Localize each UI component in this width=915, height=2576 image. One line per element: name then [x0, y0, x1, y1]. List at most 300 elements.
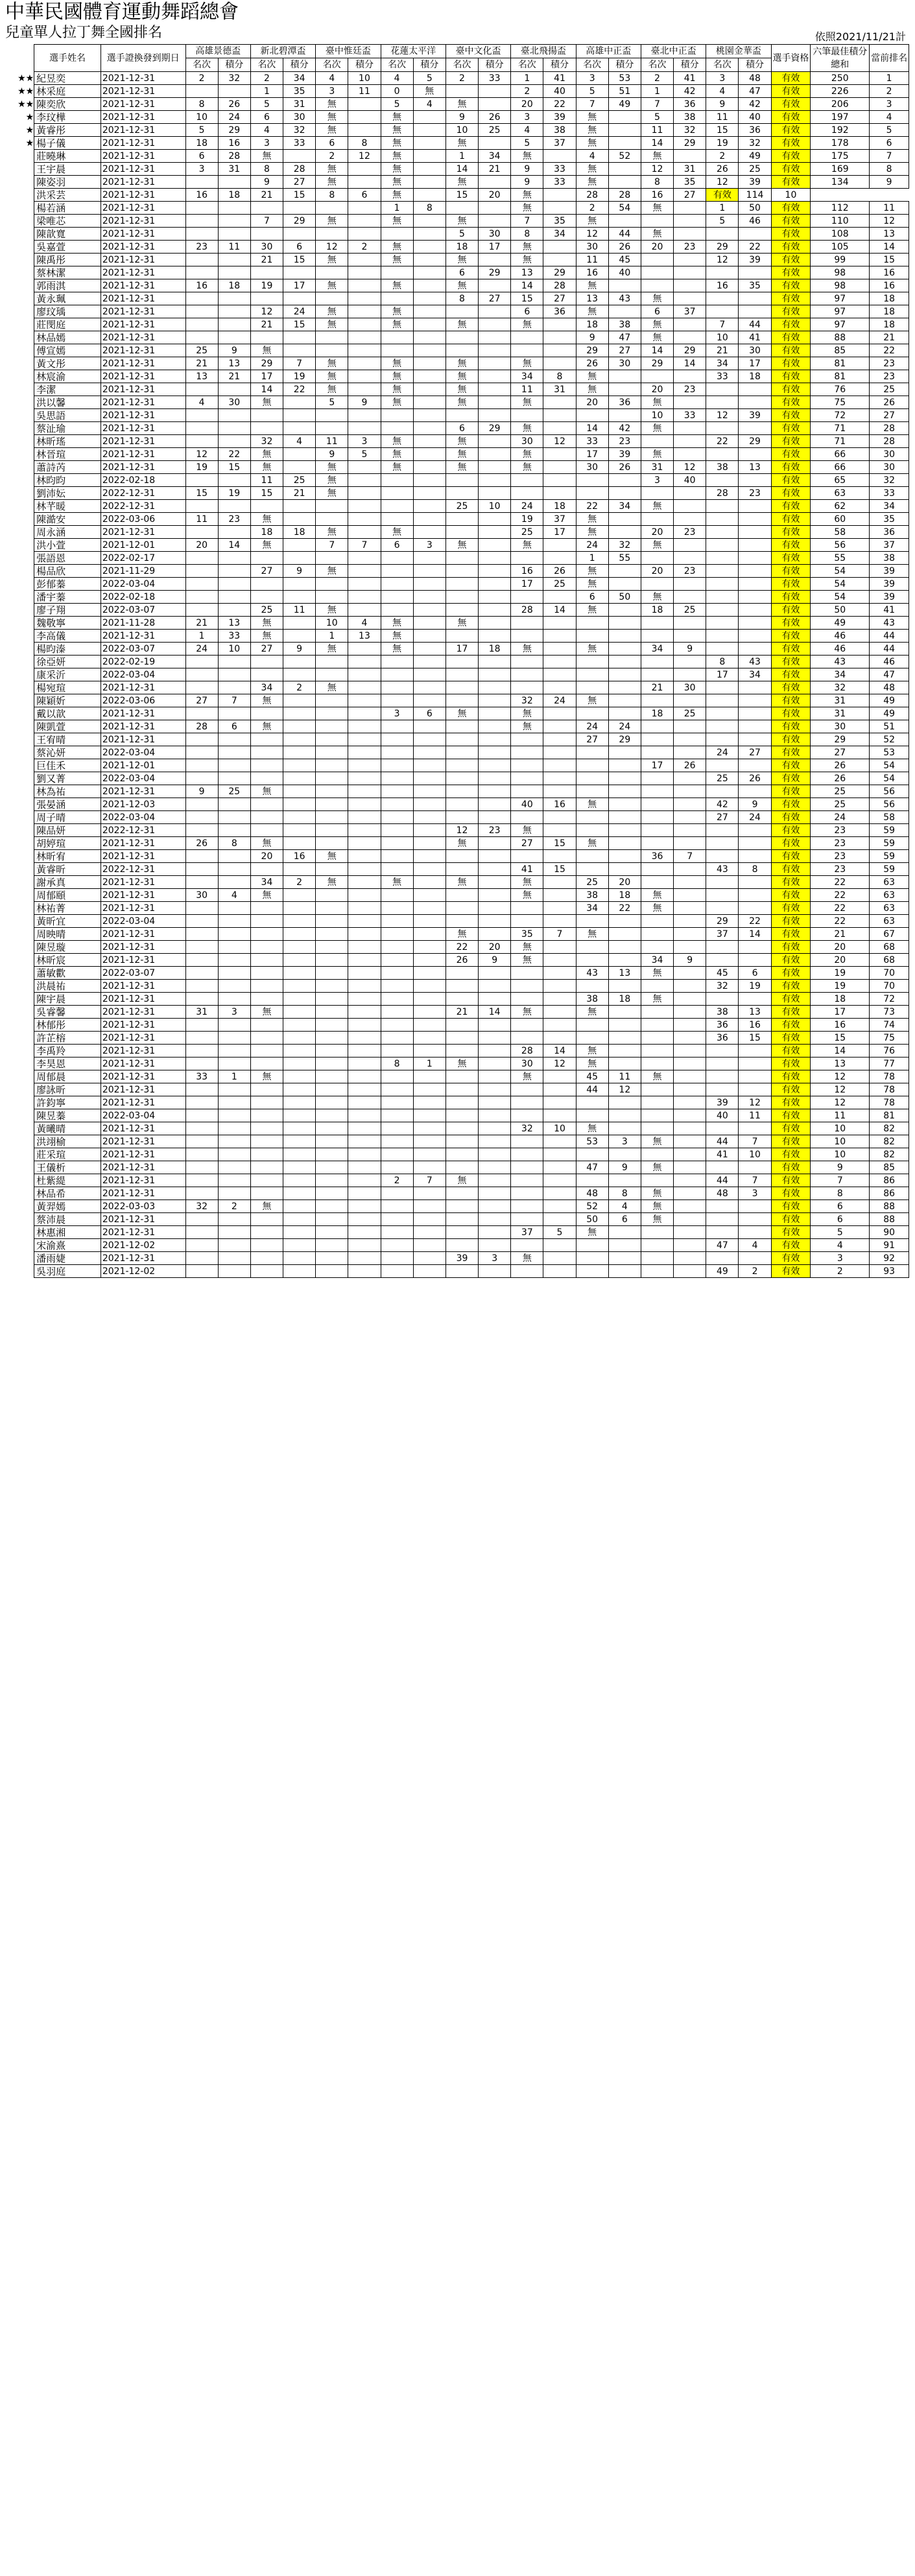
expiry-date: 2022-03-07	[101, 967, 185, 980]
event-points: 36	[543, 305, 576, 318]
event-rank	[446, 1200, 478, 1213]
event-rank	[446, 863, 478, 876]
event-rank: 無	[446, 396, 478, 409]
event-rank	[185, 305, 218, 318]
event-points	[543, 1083, 576, 1096]
event-points	[283, 578, 316, 591]
event-rank	[316, 798, 348, 811]
event-points	[674, 915, 706, 928]
event-points: 16	[543, 798, 576, 811]
event-points	[218, 318, 250, 331]
event-rank: 32	[250, 435, 283, 448]
total-points: 75	[811, 396, 870, 409]
event-rank	[185, 980, 218, 993]
event-points	[283, 1122, 316, 1135]
total-points: 250	[811, 72, 870, 85]
event-rank: 無	[446, 98, 478, 111]
event-rank: 1	[381, 202, 413, 215]
event-rank: 無	[576, 176, 608, 189]
event-rank: 20	[641, 526, 673, 539]
event-points: 28	[283, 163, 316, 176]
event-points	[283, 1252, 316, 1265]
event-rank	[185, 824, 218, 837]
event-points: 9	[283, 565, 316, 578]
event-points: 38	[608, 318, 641, 331]
event-points	[674, 824, 706, 837]
event-points	[739, 785, 771, 798]
event-points	[413, 993, 446, 1006]
event-points: 8	[413, 202, 446, 215]
table-row	[4, 1058, 909, 1070]
event-rank	[641, 824, 673, 837]
event-rank	[511, 1239, 543, 1252]
event-points	[608, 1252, 641, 1265]
seed-stars	[4, 1161, 34, 1174]
event-points: 17	[543, 526, 576, 539]
event-rank: 12	[706, 409, 739, 422]
event-rank: 44	[576, 1083, 608, 1096]
total-points: 26	[811, 759, 870, 772]
athlete-name: 廖詠昕	[34, 1083, 101, 1096]
event-rank	[316, 993, 348, 1006]
qualification-status: 有效	[771, 772, 811, 785]
event-rank: 無	[511, 643, 543, 656]
event-rank: 25	[250, 604, 283, 617]
table-row	[4, 202, 909, 215]
event-rank: 無	[511, 1252, 543, 1265]
event-rank	[250, 798, 283, 811]
event-points	[739, 539, 771, 552]
table-row	[4, 241, 909, 254]
event-rank: 6	[381, 539, 413, 552]
event-points	[479, 889, 511, 902]
seed-stars	[4, 941, 34, 954]
event-points	[283, 759, 316, 772]
event-rank: 12	[316, 241, 348, 254]
event-rank: 27	[576, 733, 608, 746]
event-points	[218, 292, 250, 305]
event-points	[479, 357, 511, 370]
event-points: 39	[739, 409, 771, 422]
event-points	[479, 487, 511, 500]
event-rank: 1	[511, 72, 543, 85]
event-rank: 2	[511, 85, 543, 98]
event-rank	[316, 202, 348, 215]
event-rank: 無	[446, 137, 478, 150]
total-points: 24	[811, 811, 870, 824]
event-rank: 9	[250, 176, 283, 189]
table-row	[4, 318, 909, 331]
event-points	[283, 292, 316, 305]
event-rank	[250, 1135, 283, 1148]
event-rank: 17	[706, 668, 739, 681]
event-points	[608, 513, 641, 526]
event-points	[543, 1187, 576, 1200]
event-points: 9	[674, 954, 706, 967]
event-rank	[185, 1226, 218, 1239]
expiry-date: 2021-12-31	[101, 189, 185, 202]
event-points: 22	[608, 902, 641, 915]
event-points	[413, 811, 446, 824]
athlete-name: 周子晴	[34, 811, 101, 824]
athlete-name: 周郁頤	[34, 889, 101, 902]
event-rank	[641, 811, 673, 824]
event-rank	[316, 1174, 348, 1187]
event-points	[479, 202, 511, 215]
event-rank	[381, 1239, 413, 1252]
event-rank: 5	[576, 85, 608, 98]
event-points	[348, 954, 381, 967]
current-rank: 34	[870, 500, 909, 513]
event-rank: 無	[381, 876, 413, 889]
current-rank: 4	[870, 111, 909, 124]
qualification-status: 有效	[771, 215, 811, 228]
event-rank	[576, 746, 608, 759]
event-rank: 15	[185, 487, 218, 500]
event-rank: 34	[576, 902, 608, 915]
event-rank	[576, 759, 608, 772]
event-points: 28	[543, 279, 576, 292]
event-rank	[641, 487, 673, 500]
table-row	[4, 215, 909, 228]
event-points	[739, 993, 771, 1006]
header-points-col: 積分	[543, 58, 576, 72]
event-points: 22	[739, 915, 771, 928]
event-points	[479, 1122, 511, 1135]
event-rank	[576, 772, 608, 785]
event-rank: 無	[250, 1200, 283, 1213]
event-points	[218, 1226, 250, 1239]
header-rank-col: 名次	[511, 58, 543, 72]
event-rank: 無	[511, 707, 543, 720]
current-rank: 3	[870, 98, 909, 111]
event-points	[479, 552, 511, 565]
qualification-status: 有效	[771, 357, 811, 370]
event-points	[608, 1174, 641, 1187]
event-points	[218, 215, 250, 228]
event-points: 31	[218, 163, 250, 176]
event-points	[608, 1239, 641, 1252]
event-rank	[706, 474, 739, 487]
total-points: 62	[811, 500, 870, 513]
seed-stars	[4, 254, 34, 266]
event-rank	[316, 513, 348, 526]
athlete-name: 李昊恩	[34, 1058, 101, 1070]
event-points	[283, 630, 316, 643]
event-points	[283, 824, 316, 837]
table-row	[4, 591, 909, 604]
event-rank: 3	[576, 72, 608, 85]
event-rank	[511, 1109, 543, 1122]
event-points: 18	[479, 643, 511, 656]
event-rank	[316, 889, 348, 902]
event-points: 9	[479, 954, 511, 967]
event-points	[348, 863, 381, 876]
current-rank: 74	[870, 1019, 909, 1032]
event-points	[543, 643, 576, 656]
event-points	[413, 902, 446, 915]
event-rank	[381, 1032, 413, 1045]
event-rank: 無	[250, 1006, 283, 1019]
event-points	[283, 785, 316, 798]
seed-stars	[4, 487, 34, 500]
event-rank: 38	[576, 889, 608, 902]
event-rank	[381, 1187, 413, 1200]
table-row	[4, 176, 909, 189]
event-rank	[641, 668, 673, 681]
event-rank	[706, 1122, 739, 1135]
event-points	[608, 1109, 641, 1122]
seed-stars	[4, 1135, 34, 1148]
event-rank: 6	[511, 305, 543, 318]
event-rank	[446, 681, 478, 694]
event-rank: 無	[316, 98, 348, 111]
event-rank: 3	[511, 111, 543, 124]
event-points	[739, 902, 771, 915]
event-points	[674, 733, 706, 746]
total-points: 5	[811, 1226, 870, 1239]
event-points	[348, 1200, 381, 1213]
event-points	[739, 733, 771, 746]
event-rank: 23	[185, 241, 218, 254]
event-rank: 3	[185, 163, 218, 176]
event-points: 26	[674, 759, 706, 772]
event-points	[413, 513, 446, 526]
event-points	[283, 837, 316, 850]
event-rank: 15	[511, 292, 543, 305]
expiry-date: 2021-12-31	[101, 266, 185, 279]
event-rank: 37	[706, 928, 739, 941]
event-rank	[381, 1135, 413, 1148]
event-rank	[511, 785, 543, 798]
expiry-date: 2022-02-18	[101, 474, 185, 487]
event-rank: 24	[511, 500, 543, 513]
event-points	[739, 876, 771, 889]
event-points	[674, 811, 706, 824]
current-rank: 9	[870, 176, 909, 189]
athlete-name: 蔡林潔	[34, 266, 101, 279]
event-rank	[446, 694, 478, 707]
event-points	[348, 656, 381, 668]
event-rank	[185, 656, 218, 668]
event-points: 35	[674, 176, 706, 189]
event-points	[739, 500, 771, 513]
table-row	[4, 422, 909, 435]
event-rank	[706, 630, 739, 643]
event-rank	[641, 876, 673, 889]
event-points	[674, 1135, 706, 1148]
event-rank	[446, 889, 478, 902]
current-rank: 23	[870, 370, 909, 383]
event-rank	[381, 344, 413, 357]
event-points: 31	[283, 98, 316, 111]
athlete-name: 莊閔庭	[34, 318, 101, 331]
event-points	[608, 798, 641, 811]
event-points	[413, 954, 446, 967]
qualification-status: 有效	[771, 980, 811, 993]
event-points	[218, 1032, 250, 1045]
athlete-name: 黃睿昕	[34, 863, 101, 876]
expiry-date: 2021-12-31	[101, 785, 185, 798]
event-points	[479, 1070, 511, 1083]
athlete-name: 黃文彤	[34, 357, 101, 370]
qualification-status: 有效	[771, 837, 811, 850]
event-points	[413, 694, 446, 707]
table-row	[4, 915, 909, 928]
qualification-status: 有效	[771, 656, 811, 668]
event-rank	[185, 772, 218, 785]
total-points: 34	[811, 668, 870, 681]
table-row	[4, 396, 909, 409]
event-rank	[316, 331, 348, 344]
expiry-date: 2022-02-18	[101, 591, 185, 604]
event-rank	[641, 279, 673, 292]
table-row	[4, 630, 909, 643]
event-rank: 無	[511, 318, 543, 331]
event-points	[739, 889, 771, 902]
total-points: 18	[811, 993, 870, 1006]
event-rank: 無	[381, 617, 413, 630]
event-rank	[316, 1161, 348, 1174]
seed-stars	[4, 668, 34, 681]
event-points	[348, 811, 381, 824]
qualification-status: 有效	[771, 630, 811, 643]
event-rank	[250, 759, 283, 772]
event-rank: 無	[446, 928, 478, 941]
event-points	[218, 266, 250, 279]
event-points	[348, 850, 381, 863]
event-points: 26	[479, 111, 511, 124]
event-points: 14	[218, 539, 250, 552]
event-rank	[446, 798, 478, 811]
event-points	[348, 1109, 381, 1122]
expiry-date: 2021-12-31	[101, 876, 185, 889]
table-row	[4, 189, 909, 202]
qualification-status: 有效	[771, 798, 811, 811]
event-points: 11	[608, 1070, 641, 1083]
total-points: 13	[811, 1058, 870, 1070]
event-rank: 12	[706, 176, 739, 189]
event-points	[674, 591, 706, 604]
event-rank: 31	[641, 461, 673, 474]
current-rank: 75	[870, 1032, 909, 1045]
table-row	[4, 720, 909, 733]
event-points	[674, 1109, 706, 1122]
event-rank: 24	[706, 746, 739, 759]
event-points: 2	[218, 1200, 250, 1213]
event-rank: 17	[511, 578, 543, 591]
event-rank	[641, 1148, 673, 1161]
event-points	[348, 1148, 381, 1161]
event-points	[674, 1032, 706, 1045]
event-rank: 無	[250, 448, 283, 461]
athlete-name: 蕭敏歡	[34, 967, 101, 980]
seed-stars	[4, 422, 34, 435]
event-rank: 30	[250, 241, 283, 254]
event-points: 3	[479, 1252, 511, 1265]
event-points	[283, 539, 316, 552]
event-rank	[706, 902, 739, 915]
event-points	[674, 279, 706, 292]
event-rank	[706, 539, 739, 552]
total-points: 97	[811, 305, 870, 318]
event-rank	[185, 902, 218, 915]
event-points	[348, 941, 381, 954]
event-points	[348, 422, 381, 435]
current-rank: 8	[870, 163, 909, 176]
event-points	[348, 526, 381, 539]
event-points	[479, 305, 511, 318]
current-rank: 14	[870, 241, 909, 254]
event-points: 13	[218, 357, 250, 370]
event-rank: 24	[576, 539, 608, 552]
table-row	[4, 228, 909, 241]
event-points	[479, 837, 511, 850]
event-points	[608, 1148, 641, 1161]
event-points: 23	[739, 487, 771, 500]
event-points	[608, 707, 641, 720]
event-rank	[316, 266, 348, 279]
athlete-name: 李玟樺	[34, 111, 101, 124]
event-points	[413, 254, 446, 266]
event-points	[413, 850, 446, 863]
event-points	[739, 617, 771, 630]
event-points	[413, 215, 446, 228]
event-rank	[641, 798, 673, 811]
event-points	[413, 837, 446, 850]
event-points	[218, 707, 250, 720]
table-row	[4, 1200, 909, 1213]
event-points	[413, 941, 446, 954]
event-points	[674, 993, 706, 1006]
event-rank	[446, 1213, 478, 1226]
event-rank: 38	[706, 1006, 739, 1019]
total-points: 46	[811, 630, 870, 643]
total-points: 97	[811, 292, 870, 305]
qualification-status: 有效	[771, 694, 811, 707]
table-row	[4, 837, 909, 850]
event-rank: 無	[316, 370, 348, 383]
expiry-date: 2021-12-01	[101, 759, 185, 772]
event-points	[674, 215, 706, 228]
event-points	[283, 1226, 316, 1239]
event-points	[348, 993, 381, 1006]
qualification-status: 有效	[771, 228, 811, 241]
event-points	[218, 176, 250, 189]
qualification-status: 有效	[771, 474, 811, 487]
event-points	[608, 1045, 641, 1058]
expiry-date: 2021-12-31	[101, 357, 185, 370]
event-rank	[446, 1226, 478, 1239]
expiry-date: 2021-12-31	[101, 163, 185, 176]
expiry-date: 2021-12-31	[101, 993, 185, 1006]
seed-stars	[4, 1265, 34, 1278]
event-rank: 無	[381, 176, 413, 189]
header-rank-col: 名次	[250, 58, 283, 72]
event-points	[218, 850, 250, 863]
event-rank: 14	[576, 422, 608, 435]
event-points	[413, 1161, 446, 1174]
table-row	[4, 1032, 909, 1045]
qualification-status: 有效	[771, 1148, 811, 1161]
event-points: 24	[739, 811, 771, 824]
current-rank: 78	[870, 1083, 909, 1096]
event-rank	[446, 915, 478, 928]
event-points	[543, 902, 576, 915]
header-name: 選手姓名	[34, 45, 101, 72]
event-points	[543, 344, 576, 357]
current-rank: 68	[870, 941, 909, 954]
